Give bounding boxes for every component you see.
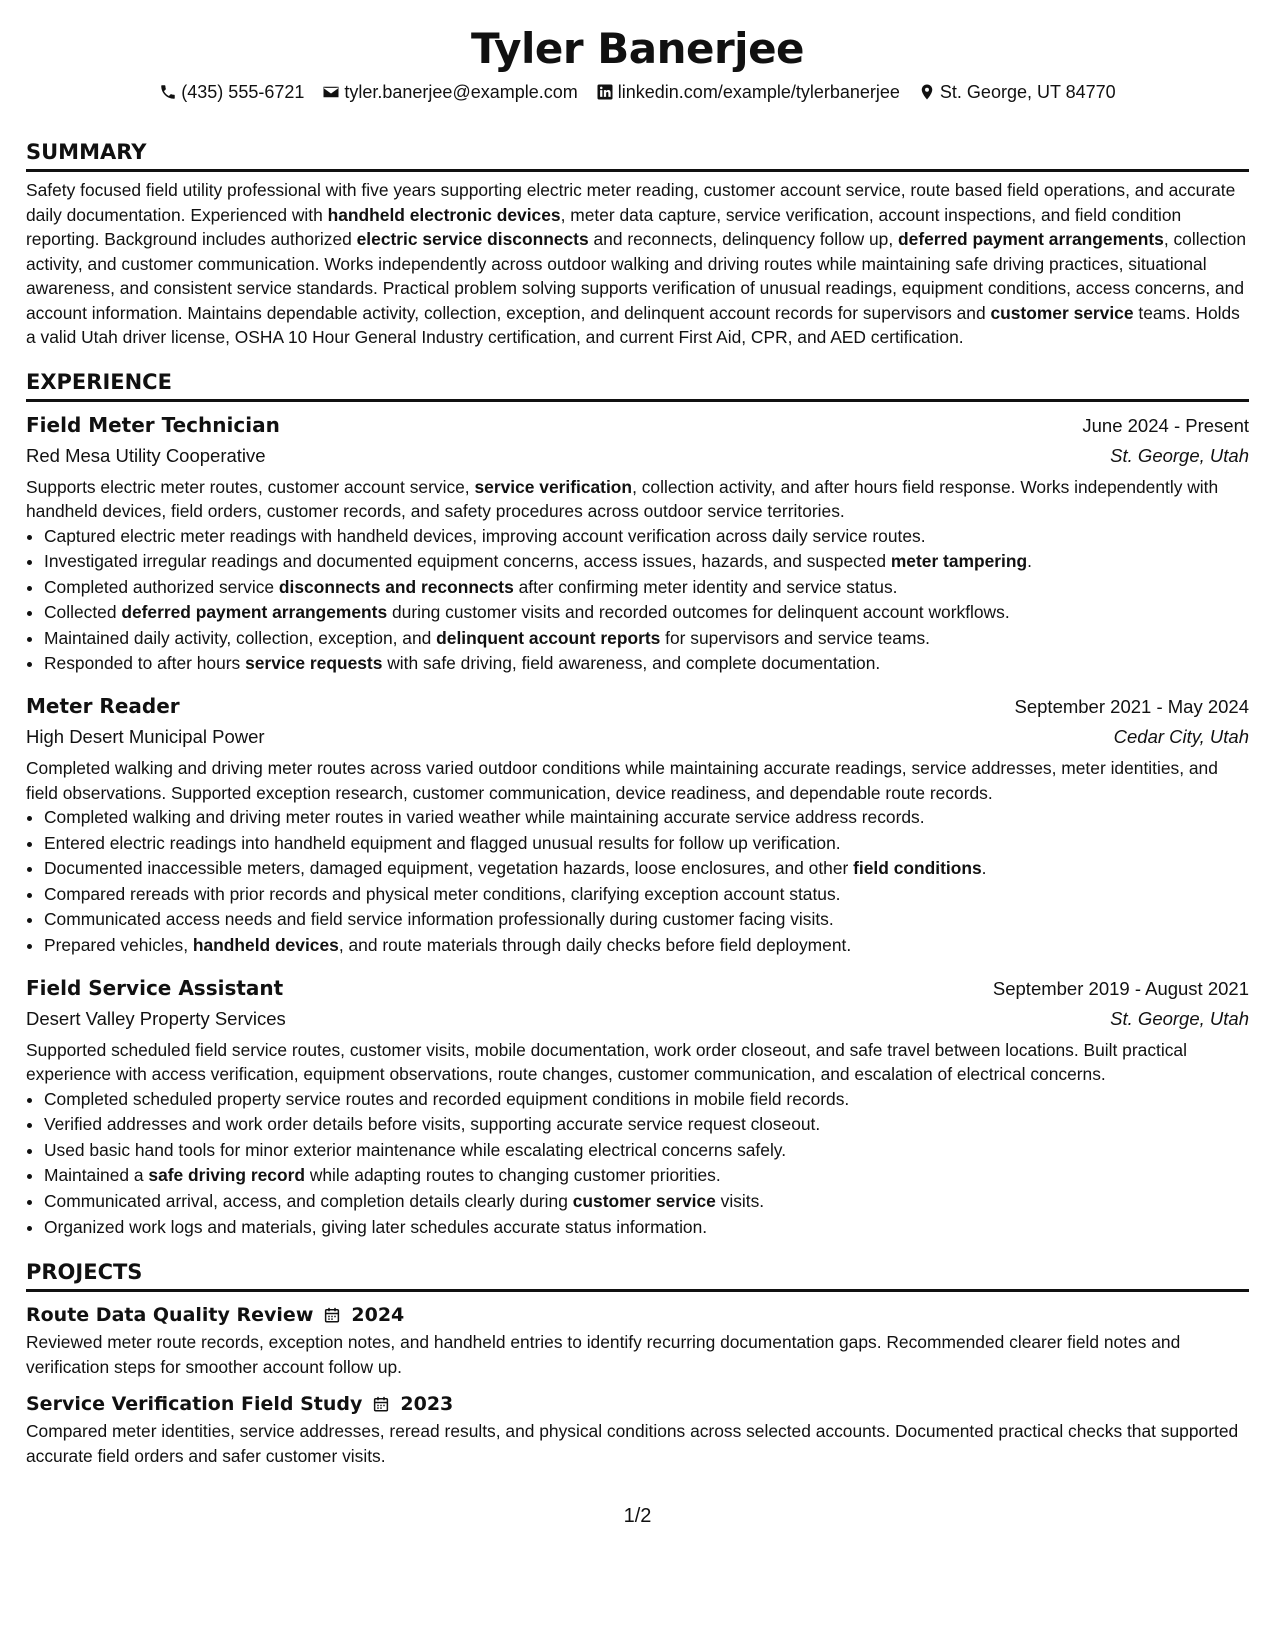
project-description: Reviewed meter route records, exception notes, and handheld entries to identify recurring documentation gaps. Recommended clearer field notes and verification steps for smoother account follow up. [26,1332,1181,1377]
text-segment: , collection activity, and after hours field response. Works independently with handheld devices, field orders, customer records, and safety procedures across outdoor service territories. [26,476,1219,521]
text-segment: Prepared vehicles, [44,935,193,956]
text-segment: Maintained daily activity, collection, exception, and [44,627,437,648]
bullet-item [44,933,1249,959]
text-segment: Used basic hand tools for minor exterior maintenance while escalating electrical concerns safely. [44,1139,787,1160]
emphasis-text: electric service disconnects [356,229,589,249]
text-segment: Maintained a [44,1165,149,1186]
text-segment: while adapting routes to changing customer priorities. [305,1165,721,1186]
job-title: Meter Reader [26,694,180,719]
job-dates: September 2019 - August 2021 [992,977,1249,999]
project-title: Route Data Quality Review [26,1304,314,1327]
text-segment: , collection activity, and customer communication. Works independently across outdoor walking and driving routes while maintaining safe driving practices, situational awareness, and consistent service standards. Practical problem solving supports verification of unusual readings, equipment conditions, access concerns, and account information. Maintains dependable activity, collection, exception, and delinquent account records for supervisors and [26,229,1246,323]
text-segment: Supports electric meter routes, customer account service, [26,476,475,497]
bullet-item [44,1087,1249,1113]
emphasis-text: handheld devices [192,935,339,956]
location-pin-icon [918,83,936,101]
job-location: St. George, Utah [1110,1007,1249,1029]
email-icon [322,83,340,101]
contact-email[interactable] [322,80,577,104]
job-location: St. George, Utah [1110,444,1249,466]
text-segment: and reconnects, delinquency follow up, [588,229,899,249]
bullet-item [44,651,1249,677]
job-company: High Desert Municipal Power [26,726,265,748]
bullet-item [44,575,1249,601]
emphasis-text: deferred payment arrangements [898,229,1164,249]
text-segment: Captured electric meter readings with handheld devices, improving account verification across daily service routes. [44,525,926,546]
job-location: Cedar City, Utah [1113,726,1249,748]
job-bullets [26,1087,1249,1241]
emphasis-text: meter tampering [890,551,1028,572]
contact-location-text: St. George, UT 84770 [939,82,1116,102]
bullet-item [44,831,1249,857]
text-segment: Completed walking and driving meter routes in varied weather while maintaining accurate service address records. [44,807,925,828]
bullet-item [44,600,1249,626]
job-description [26,1038,1249,1087]
phone-icon [159,83,177,101]
text-segment: Collected [44,602,122,623]
emphasis-text: customer service [572,1191,716,1211]
text-segment: Communicated access needs and field service information professionally during customer facing visits. [44,909,834,930]
project-title: Service Verification Field Study [26,1393,363,1416]
job-entry [26,973,1249,1241]
bullet-item [44,1138,1249,1164]
job-company: Desert Valley Property Services [26,1007,286,1029]
page-number: 1/2 [623,1505,652,1527]
section-title-projects: PROJECTS [26,1258,1249,1292]
job-description [26,756,1249,805]
job-entry [26,691,1249,959]
text-segment: after confirming meter identity and service status. [513,576,898,597]
emphasis-text: service requests [245,653,383,674]
text-segment: visits. [715,1191,765,1211]
bullet-item [44,549,1249,575]
text-segment: with safe driving, field awareness, and complete documentation. [382,653,881,674]
text-segment: Communicated arrival, access, and completion details clearly during [44,1191,573,1211]
contact-linkedin[interactable] [596,80,900,104]
bullet-item [44,1112,1249,1138]
job-title: Field Service Assistant [26,975,284,1000]
text-segment: during customer visits and recorded outcomes for delinquent account workflows. [387,602,1010,623]
bullet-item [44,882,1249,908]
contact-phone-text: (435) 555-6721 [181,82,305,102]
bullet-item [44,626,1249,652]
contact-location [918,80,1116,104]
calendar-icon [323,1306,341,1324]
section-title-experience: EXPERIENCE [26,368,1249,402]
contact-linkedin-text: linkedin.com/example/tylerbanerjee [617,82,900,102]
job-title: Field Meter Technician [26,412,280,437]
text-segment: , meter data capture, service verification, account inspections, and field condition reporting. Background includes authorized [26,204,1182,249]
emphasis-text: handheld electronic devices [327,204,561,225]
contact-email-text: tyler.banerjee@example.com [344,82,578,102]
text-segment: Compared rereads with prior records and physical meter conditions, clarifying exception account status. [44,883,841,904]
text-segment: for supervisors and service teams. [660,627,930,648]
bullet-item [44,1163,1249,1189]
job-company: Red Mesa Utility Cooperative [26,444,266,466]
project-entry [26,1300,1249,1379]
job-bullets [26,524,1249,678]
text-segment: Responded to after hours [44,653,246,674]
bullet-item [44,805,1249,831]
emphasis-text: field conditions [853,858,982,879]
emphasis-text: safe driving record [148,1165,305,1186]
candidate-name: Tyler Banerjee [470,24,805,73]
project-year: 2024 [351,1304,405,1327]
project-description: Compared meter identities, service addresses, reread results, and physical conditions across selected accounts. Documented practical checks that supported accurate field orders and safer customer visits. [26,1421,1239,1466]
emphasis-text: delinquent account reports [436,627,661,648]
text-segment: Entered electric readings into handheld equipment and flagged unusual results for follow up verification. [44,832,841,853]
text-segment: Completed scheduled property service routes and recorded equipment conditions in mobile field records. [44,1088,850,1109]
project-entry [26,1389,1249,1468]
bullet-item [44,524,1249,550]
job-dates: June 2024 - Present [1082,414,1249,436]
linkedin-icon [596,83,614,101]
bullet-item [44,1215,1249,1241]
text-segment: Verified addresses and work order details before visits, supporting accurate service request closeout. [44,1114,821,1135]
emphasis-text: deferred payment arrangements [121,602,388,623]
text-segment: . [1027,551,1032,572]
text-segment: , and route materials through daily checks before field deployment. [338,935,852,956]
calendar-icon [372,1395,390,1413]
contact-bar [26,80,1249,104]
emphasis-text: customer service [990,302,1134,323]
emphasis-text: disconnects and reconnects [278,576,514,597]
job-bullets [26,805,1249,959]
text-segment: Documented inaccessible meters, damaged equipment, vegetation hazards, loose enclosures, and other [44,858,854,879]
text-segment: Supported scheduled field service routes, customer visits, mobile documentation, work order closeout, and safe travel between locations. Built practical experience with access verification, equipment observations, route changes, customer communication, and escalation of electrical concerns. [26,1039,1187,1085]
emphasis-text: service verification [474,476,633,497]
project-year: 2023 [400,1393,454,1416]
summary-text [26,178,1249,350]
section-title-summary: SUMMARY [26,138,1249,172]
bullet-item [44,1189,1249,1215]
text-segment: Investigated irregular readings and documented equipment concerns, access issues, hazards, and suspected [44,551,891,572]
text-segment: . [981,858,987,879]
job-dates: September 2021 - May 2024 [1014,696,1249,718]
bullet-item [44,856,1249,882]
text-segment: teams. Holds a valid Utah driver license, OSHA 10 Hour General Industry certification, and current First Aid, CPR, and AED certification. [26,302,1240,347]
job-entry [26,410,1249,678]
contact-phone[interactable] [159,80,304,104]
text-segment: Completed walking and driving meter routes across varied outdoor conditions while maintaining accurate readings, service addresses, meter identities, and field observations. Supported exception research, customer communication, device readiness, and dependable route records. [26,758,1218,803]
text-segment: Completed authorized service [44,576,279,597]
bullet-item [44,907,1249,933]
text-segment: Organized work logs and materials, giving later schedules accurate status information. [44,1216,708,1237]
text-segment: Safety focused field utility professional with five years supporting electric meter reading, customer account service, route based field operations, and accurate daily documentation. Experienced with [26,180,1236,225]
job-description [26,475,1249,524]
